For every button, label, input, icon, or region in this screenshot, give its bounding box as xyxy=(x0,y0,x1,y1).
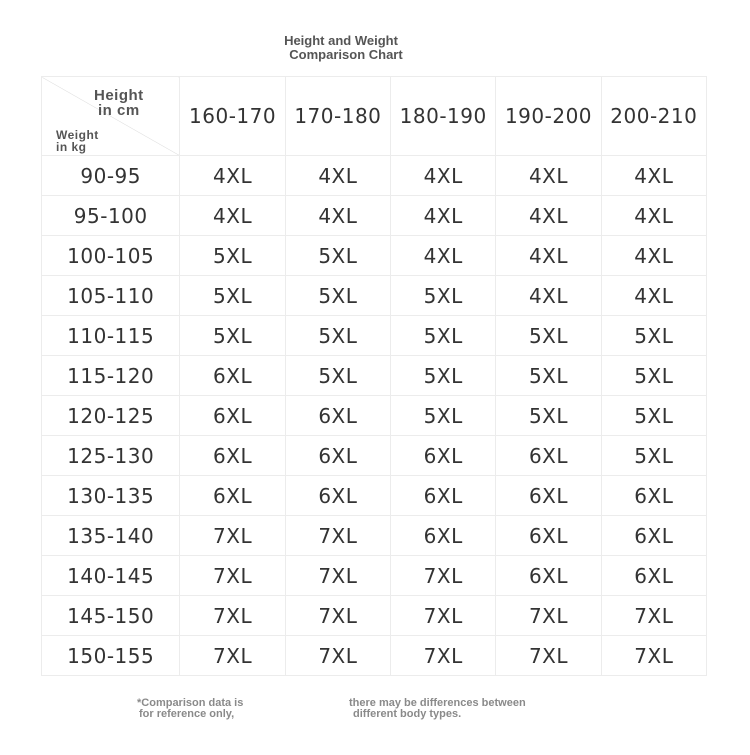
size-cell: 5XL xyxy=(285,316,390,356)
height-range-header: 180-190 xyxy=(391,77,496,156)
size-cell: 5XL xyxy=(180,316,285,356)
size-cell: 4XL xyxy=(180,156,285,196)
table-row xyxy=(42,476,707,516)
table-row xyxy=(42,276,707,316)
footnote-right-line2: different body types. xyxy=(353,708,462,720)
size-comparison-table xyxy=(41,76,707,676)
size-cell: 7XL xyxy=(180,596,285,636)
weight-range-cell: 90-95 xyxy=(42,156,180,196)
weight-range-cell: 115-120 xyxy=(42,356,180,396)
table-row xyxy=(42,556,707,596)
table-row xyxy=(42,156,707,196)
size-cell: 6XL xyxy=(180,356,285,396)
size-cell: 4XL xyxy=(285,196,390,236)
size-cell: 7XL xyxy=(180,556,285,596)
weight-range-cell: 110-115 xyxy=(42,316,180,356)
size-cell: 6XL xyxy=(496,436,601,476)
size-cell: 6XL xyxy=(496,476,601,516)
header-row xyxy=(42,77,707,156)
size-cell: 6XL xyxy=(601,556,706,596)
size-cell: 6XL xyxy=(285,396,390,436)
size-cell: 5XL xyxy=(601,316,706,356)
height-unit: in cm xyxy=(97,102,140,119)
size-cell: 7XL xyxy=(285,556,390,596)
height-range-header: 190-200 xyxy=(496,77,601,156)
weight-unit: in kg xyxy=(56,140,87,154)
table-row xyxy=(42,316,707,356)
size-cell: 4XL xyxy=(391,196,496,236)
size-cell: 4XL xyxy=(601,276,706,316)
size-cell: 7XL xyxy=(285,596,390,636)
size-cell: 5XL xyxy=(180,236,285,276)
table-body xyxy=(42,156,707,676)
weight-label: Weight xyxy=(56,128,99,142)
size-cell: 6XL xyxy=(496,556,601,596)
size-cell: 4XL xyxy=(496,196,601,236)
size-cell: 7XL xyxy=(180,516,285,556)
table-row xyxy=(42,436,707,476)
table-row xyxy=(42,636,707,676)
corner-cell xyxy=(42,77,180,156)
size-cell: 6XL xyxy=(285,476,390,516)
table-row xyxy=(42,356,707,396)
weight-range-cell: 125-130 xyxy=(42,436,180,476)
weight-range-cell: 95-100 xyxy=(42,196,180,236)
weight-range-cell: 135-140 xyxy=(42,516,180,556)
table-row xyxy=(42,596,707,636)
chart-title-line1: Height and Weight xyxy=(284,33,398,48)
size-cell: 6XL xyxy=(180,476,285,516)
weight-range-cell: 145-150 xyxy=(42,596,180,636)
size-cell: 6XL xyxy=(391,476,496,516)
size-cell: 4XL xyxy=(180,196,285,236)
size-cell: 5XL xyxy=(391,316,496,356)
footnote-left xyxy=(137,698,243,720)
size-cell: 6XL xyxy=(180,436,285,476)
size-cell: 6XL xyxy=(601,476,706,516)
size-cell: 4XL xyxy=(601,196,706,236)
size-cell: 5XL xyxy=(391,396,496,436)
size-cell: 7XL xyxy=(601,596,706,636)
footnote-right xyxy=(349,698,526,720)
chart-title xyxy=(0,34,682,62)
size-cell: 6XL xyxy=(285,436,390,476)
size-cell: 4XL xyxy=(391,156,496,196)
size-cell: 4XL xyxy=(285,156,390,196)
weight-range-cell: 140-145 xyxy=(42,556,180,596)
table-row xyxy=(42,196,707,236)
size-cell: 5XL xyxy=(285,236,390,276)
height-label: Height xyxy=(94,87,144,104)
footnote-left-line2: for reference only, xyxy=(139,708,235,720)
size-cell: 6XL xyxy=(391,516,496,556)
weight-range-cell: 105-110 xyxy=(42,276,180,316)
size-cell: 5XL xyxy=(391,356,496,396)
size-cell: 5XL xyxy=(496,396,601,436)
size-cell: 5XL xyxy=(601,356,706,396)
chart-title-line2: Comparison Chart xyxy=(289,47,403,62)
size-cell: 4XL xyxy=(496,276,601,316)
table-row xyxy=(42,396,707,436)
size-cell: 7XL xyxy=(285,636,390,676)
footnote-right-line1: there may be differences between xyxy=(349,697,526,709)
size-cell: 4XL xyxy=(601,156,706,196)
size-cell: 6XL xyxy=(601,516,706,556)
size-cell: 6XL xyxy=(180,396,285,436)
weight-range-cell: 130-135 xyxy=(42,476,180,516)
footnote-left-line1: *Comparison data is xyxy=(137,697,244,709)
size-cell: 7XL xyxy=(285,516,390,556)
height-axis-label xyxy=(94,88,144,118)
size-cell: 6XL xyxy=(391,436,496,476)
height-range-header: 170-180 xyxy=(285,77,390,156)
size-cell: 5XL xyxy=(391,276,496,316)
size-cell: 4XL xyxy=(601,236,706,276)
weight-range-cell: 120-125 xyxy=(42,396,180,436)
size-cell: 5XL xyxy=(180,276,285,316)
size-cell: 6XL xyxy=(496,516,601,556)
size-cell: 5XL xyxy=(496,316,601,356)
size-cell: 5XL xyxy=(285,276,390,316)
size-cell: 7XL xyxy=(180,636,285,676)
table-row xyxy=(42,236,707,276)
size-cell: 7XL xyxy=(391,596,496,636)
size-cell: 7XL xyxy=(391,556,496,596)
size-cell: 5XL xyxy=(285,356,390,396)
size-cell: 5XL xyxy=(496,356,601,396)
table-row xyxy=(42,516,707,556)
weight-range-cell: 150-155 xyxy=(42,636,180,676)
height-range-header: 200-210 xyxy=(601,77,706,156)
size-cell: 7XL xyxy=(391,636,496,676)
weight-axis-label xyxy=(56,129,99,153)
size-cell: 4XL xyxy=(496,156,601,196)
size-cell: 5XL xyxy=(601,396,706,436)
weight-range-cell: 100-105 xyxy=(42,236,180,276)
size-cell: 7XL xyxy=(496,636,601,676)
size-cell: 4XL xyxy=(391,236,496,276)
height-range-header: 160-170 xyxy=(180,77,285,156)
size-cell: 7XL xyxy=(601,636,706,676)
size-cell: 7XL xyxy=(496,596,601,636)
size-cell: 5XL xyxy=(601,436,706,476)
size-cell: 4XL xyxy=(496,236,601,276)
